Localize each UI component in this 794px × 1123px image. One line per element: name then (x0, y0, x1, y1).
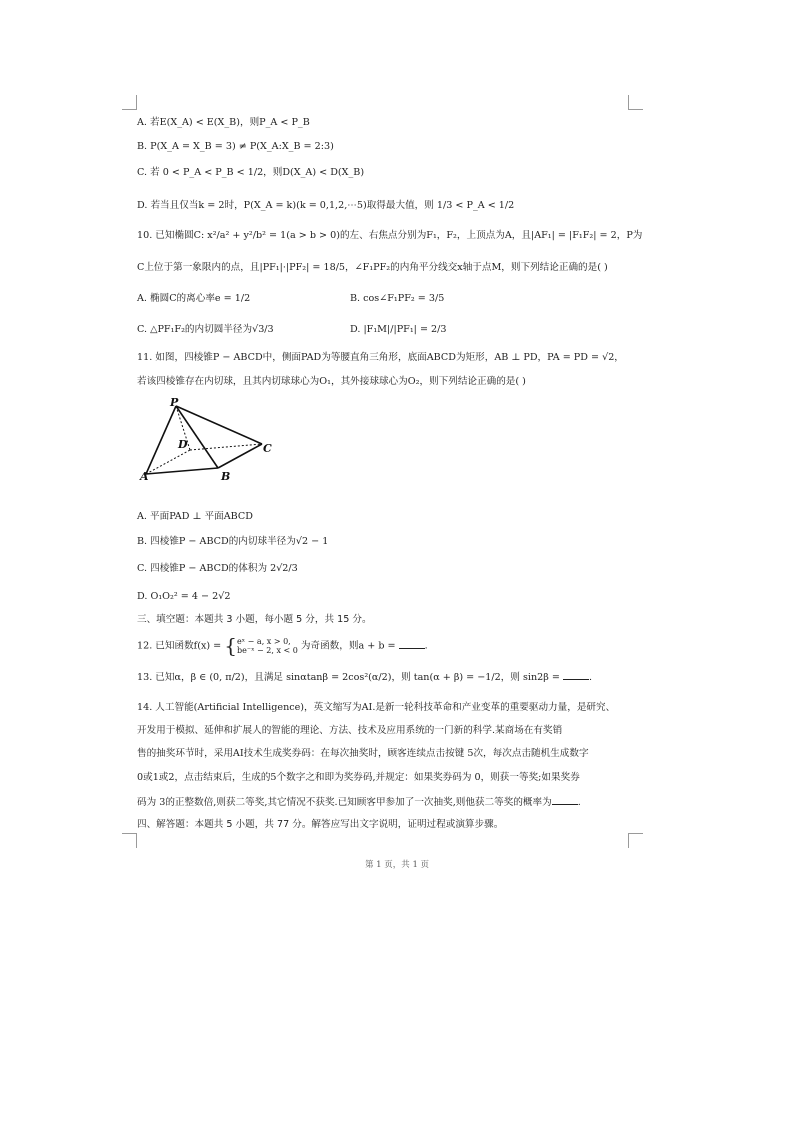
pyramid-figure (136, 396, 276, 486)
label-a: A (140, 470, 149, 483)
q11-stem-line1: 11. 如图，四棱锥P − ABCD中，侧面PAD为等腰直角三角形，底面ABCD为矩形，AB ⊥ PD，PA = PD = √2， (137, 352, 624, 363)
label-b: B (221, 470, 231, 483)
label-c: C (263, 442, 272, 455)
q13-end: . (588, 672, 592, 683)
q14-end: . (577, 797, 581, 808)
edge-ab (146, 468, 218, 474)
q11-option-c: C. 四棱锥P − ABCD的体积为 2√2/3 (137, 563, 298, 574)
crop-mark-top-left (122, 95, 137, 110)
q14-line2: 开发用于模拟、延伸和扩展人的智能的理论、方法、技术及应用系统的一门新的科学.某商场在有奖销 (137, 725, 563, 736)
q10-option-a: A. 椭圆C的离心率e = 1/2 (137, 293, 251, 304)
q12-end: . (424, 640, 428, 652)
q14-line5 (137, 795, 644, 809)
q10-stem-line1: 10. 已知椭圆C: x²/a² + y²/b² = 1(a > b > 0)的左、右焦点分别为F₁，F₂，上顶点为A，且|AF₁| = |F₁F₂| = 2，P为 (137, 230, 643, 241)
q10-option-b: B. cos∠F₁PF₂ = 3/5 (350, 293, 445, 304)
q10-option-d: D. |F₁M|/|PF₁| = 2/3 (350, 324, 447, 335)
q12-piecewise: { eˣ − a, x > 0, be⁻ˣ − 2, x < 0 (224, 633, 298, 658)
q11-stem-line2: 若该四棱锥存在内切球，且其内切球球心为O₁，其外接球球心为O₂，则下列结论正确的是( ) (137, 376, 526, 387)
page-footer: 第 1 页，共 1 页 (364, 860, 430, 870)
q11-option-d: D. O₁O₂² = 4 − 2√2 (137, 591, 231, 602)
section-4-heading: 四、解答题：本题共 5 小题，共 77 分。解答应写出文字说明，证明过程或演算步骤。 (137, 819, 504, 830)
q9-option-c: C. 若 0 < P_A < P_B < 1/2，则D(X_A) < D(X_B) (137, 167, 365, 178)
q12-answer-blank[interactable] (399, 639, 425, 649)
q9-option-d: D. 若当且仅当k = 2时，P(X_A = k)(k = 0,1,2,⋯5)取得最大值，则 1/3 < P_A < 1/2 (137, 200, 515, 211)
label-d: D (178, 438, 188, 451)
crop-mark-bottom-left (122, 833, 137, 848)
q12-prefix: 12. 已知函数f(x) = (137, 640, 225, 652)
edge-pa (146, 406, 176, 474)
q11-option-a: A. 平面PAD ⊥ 平面ABCD (137, 511, 253, 522)
q13-text: 13. 已知α，β ∈ (0, π/2)，且满足 sinαtanβ = 2cos²(α/2)，则 tan(α + β) = −1/2，则 sin2β = (137, 672, 563, 683)
q14-line3: 售的抽奖环节时，采用AI技术生成奖券码：在每次抽奖时，顾客连续点击按键 5次，每次点击随机生成数字 (137, 748, 589, 759)
q12-suffix: 为奇函数，则a + b = (300, 640, 399, 652)
q10-option-c: C. △PF₁F₂的内切圆半径为√3/3 (137, 324, 274, 335)
crop-mark-bottom-right (628, 833, 643, 848)
q14-answer-blank[interactable] (552, 795, 578, 805)
q12-stem (137, 633, 644, 658)
q11-option-b: B. 四棱锥P − ABCD的内切球半径为√2 − 1 (137, 536, 329, 547)
q14-line4: 0或1或2，点击结束后，生成的5个数字之和即为奖券码,并规定：如果奖券码为 0，则获一等奖;如果奖券 (137, 772, 580, 783)
q14-line5-text: 码为 3的正整数倍,则获二等奖,其它情况不获奖.已知顾客甲参加了一次抽奖,则他获二等奖的概率为 (137, 797, 552, 808)
q9-option-b: B. P(X_A = X_B = 3) ≠ P(X_A:X_B = 2:3) (137, 141, 334, 152)
q12-case-2: be⁻ˣ − 2, x < 0 (237, 646, 298, 655)
q12-case-1: eˣ − a, x > 0, (237, 637, 291, 646)
q9-option-a: A. 若E(X_A) < E(X_B)，则P_A < P_B (137, 117, 310, 128)
crop-mark-top-right (628, 95, 643, 110)
section-3-heading: 三、填空题：本题共 3 小题，每小题 5 分，共 15 分。 (137, 614, 372, 625)
q13-stem (137, 670, 644, 684)
q13-answer-blank[interactable] (563, 670, 589, 680)
q10-stem-line2: C上位于第一象限内的点，且|PF₁|·|PF₂| = 18/5，∠F₁PF₂的内角平分线交x轴于点M，则下列结论正确的是( ) (137, 262, 608, 273)
label-p: P (170, 396, 179, 409)
q14-line1: 14. 人工智能(Artificial Intelligence)，英文缩写为AI.是新一轮科技革命和产业变革的重要驱动力量，是研究、 (137, 702, 616, 713)
edge-bc (218, 444, 262, 468)
